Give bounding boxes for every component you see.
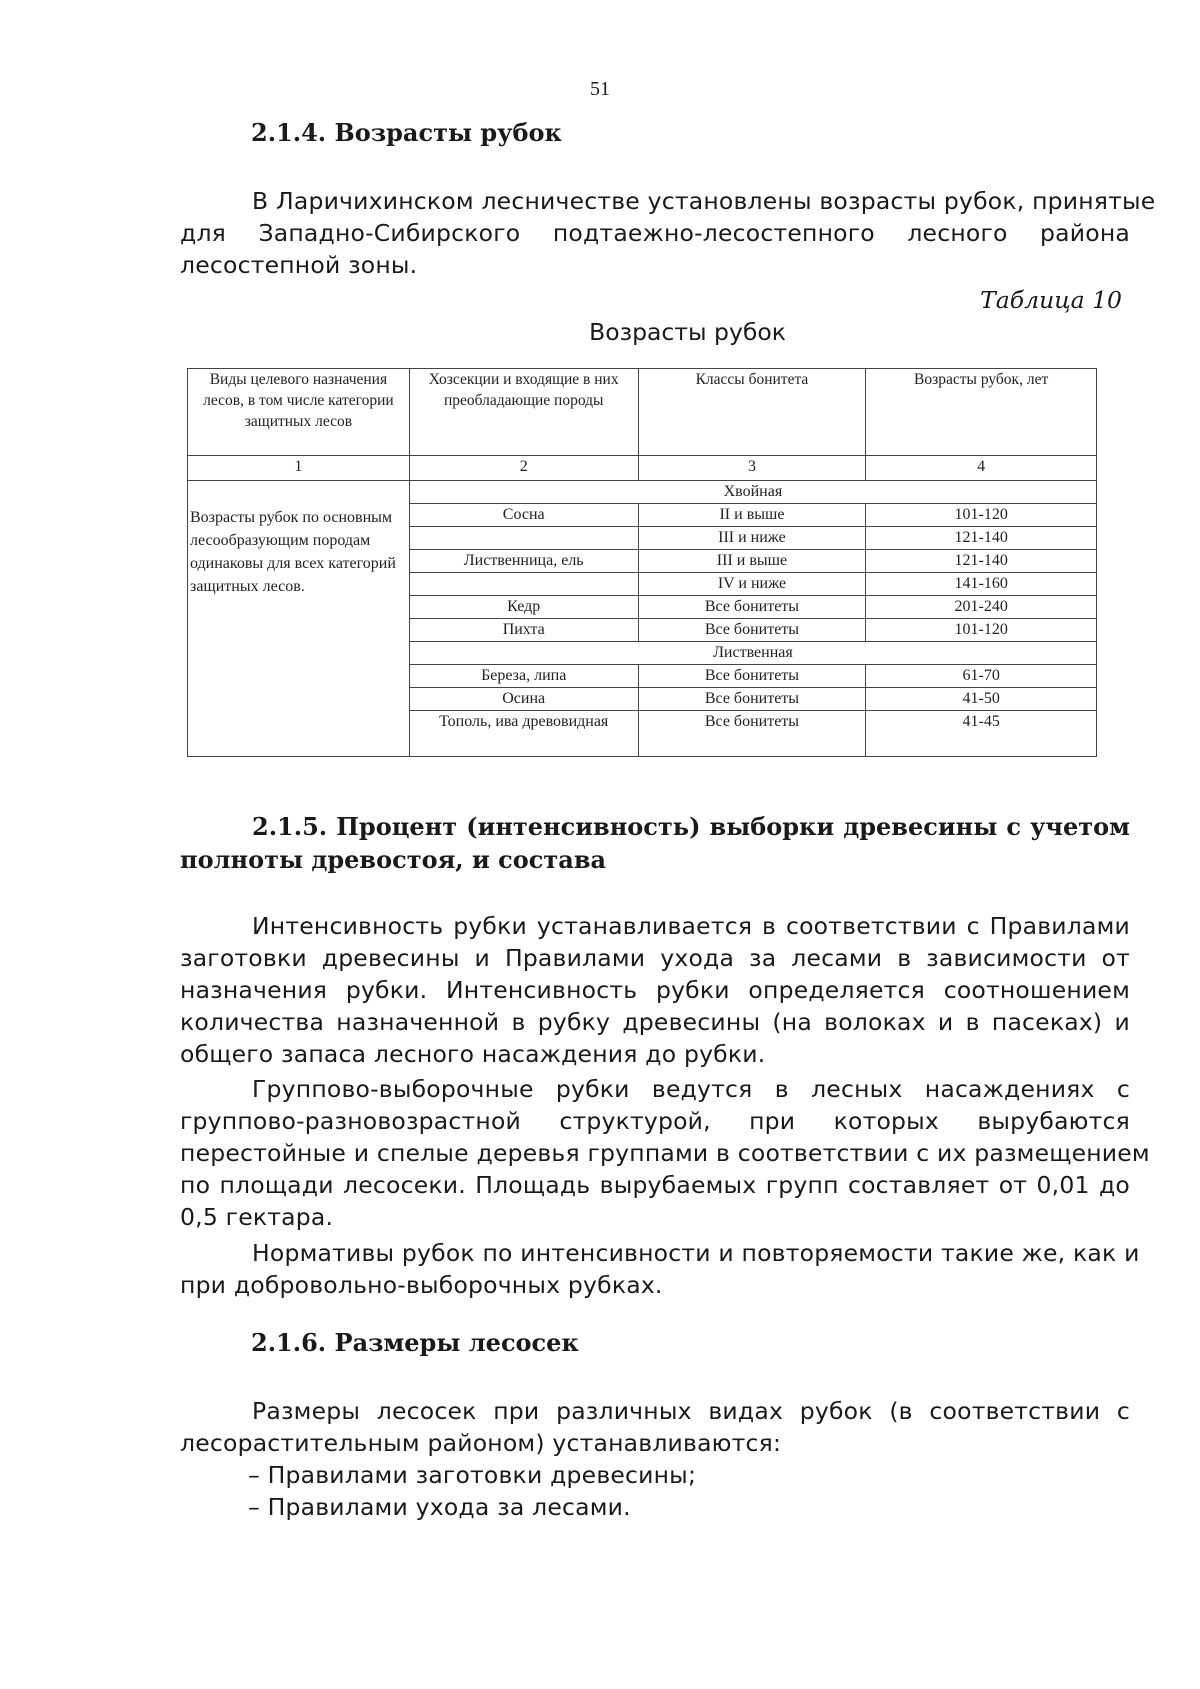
group-label-deciduous: Лиственная (409, 642, 1096, 665)
paragraph-line: Размеры лесосек при различных видах рубок (в соответствии с (252, 1397, 1130, 1425)
paragraph-line: Нормативы рубок по интенсивности и повторяемости такие же, как и (252, 1239, 1140, 1267)
paragraph-line: общего запаса лесного насаждения до рубки. (180, 1040, 766, 1068)
column-number: 3 (638, 456, 866, 481)
species-cell: Осина (409, 688, 638, 711)
column-number: 4 (866, 456, 1097, 481)
column-number: 1 (188, 456, 410, 481)
header-cell: Виды целевого назначения лесов, в том числе категории защитных лесов (188, 369, 410, 456)
species-cell: Сосна (409, 504, 638, 527)
list-item: – Правилами ухода за лесами. (248, 1493, 631, 1521)
category-cell: Возрасты рубок по основным лесообразующим породам одинаковы для всех категорий защитных лесов. (188, 504, 410, 757)
group-label-conifer: Хвойная (409, 481, 1096, 504)
class-cell: Все бонитеты (638, 688, 866, 711)
section-2-1-6-paragraph (180, 1395, 1130, 1523)
section-2-1-4-heading: 2.1.4. Возрасты рубок (251, 118, 562, 147)
species-cell: Пихта (409, 619, 638, 642)
age-cell: 41-45 (866, 711, 1097, 757)
paragraph-line: Группово-выборочные рубки ведутся в лесных насаждениях с (252, 1075, 1130, 1103)
table-label: Таблица 10 (980, 286, 1122, 314)
paragraph-line: В Ларичихинском лесничестве установлены возрасты рубок, принятые (252, 187, 1156, 215)
age-cell: 41-50 (866, 688, 1097, 711)
paragraph-line: при добровольно-выборочных рубках. (180, 1271, 663, 1299)
class-cell: Все бонитеты (638, 596, 866, 619)
age-cell: 121-140 (866, 550, 1097, 573)
paragraph-line: 0,5 гектара. (180, 1203, 334, 1231)
cutting-age-table (187, 368, 1097, 757)
section-2-1-6-heading: 2.1.6. Размеры лесосек (251, 1328, 579, 1357)
list-item: – Правилами заготовки древесины; (248, 1461, 697, 1489)
species-cell: Лиственница, ель (409, 550, 638, 573)
column-number: 2 (409, 456, 638, 481)
column-number-row (188, 456, 1097, 481)
species-cell: Тополь, ива древовидная (409, 711, 638, 757)
paragraph-line: Интенсивность рубки устанавливается в соответствии с Правилами (252, 912, 1130, 940)
section-2-1-5-heading-line2: полноты древостоя, и состава (180, 845, 607, 874)
section-2-1-5-heading-line1: 2.1.5. Процент (интенсивность) выборки древесины с учетом (252, 812, 1130, 841)
page-number: 51 (590, 78, 610, 100)
table-header-row (188, 369, 1097, 456)
class-cell: Все бонитеты (638, 711, 866, 757)
age-cell: 121-140 (866, 527, 1097, 550)
header-cell: Классы бонитета (638, 369, 866, 456)
species-cell (409, 573, 638, 596)
paragraph-line: группово-разновозрастной структурой, при которых вырубаются (180, 1107, 1130, 1135)
group-row-conifer (188, 481, 1097, 504)
class-cell: Все бонитеты (638, 665, 866, 688)
table-row (188, 504, 1097, 527)
empty-cell (188, 481, 410, 504)
class-cell: II и выше (638, 504, 866, 527)
paragraph-line: лесостепной зоны. (180, 251, 418, 279)
header-cell: Хозсекции и входящие в них преобладающие породы (409, 369, 638, 456)
age-cell: 141-160 (866, 573, 1097, 596)
table-title: Возрасты рубок (589, 318, 786, 346)
species-cell: Береза, липа (409, 665, 638, 688)
section-2-1-4-paragraph (180, 185, 1156, 281)
section-2-1-5-paragraph-2 (180, 1073, 1150, 1233)
species-cell (409, 527, 638, 550)
paragraph-line: назначения рубки. Интенсивность рубки определяется соотношением (180, 976, 1130, 1004)
class-cell: Все бонитеты (638, 619, 866, 642)
paragraph-line: заготовки древесины и Правилами ухода за лесами в зависимости от (180, 944, 1130, 972)
age-cell: 101-120 (866, 619, 1097, 642)
section-2-1-5-paragraph-3 (180, 1237, 1140, 1301)
class-cell: III и ниже (638, 527, 866, 550)
age-cell: 101-120 (866, 504, 1097, 527)
species-cell: Кедр (409, 596, 638, 619)
paragraph-line: лесорастительным районом) устанавливаются: (180, 1429, 782, 1457)
paragraph-line: по площади лесосеки. Площадь вырубаемых групп составляет от 0,01 до (180, 1171, 1130, 1199)
age-cell: 201-240 (866, 596, 1097, 619)
class-cell: III и выше (638, 550, 866, 573)
age-cell: 61-70 (866, 665, 1097, 688)
paragraph-line: количества назначенной в рубку древесины (на волоках и в пасеках) и (180, 1008, 1130, 1036)
paragraph-line: перестойные и спелые деревья группами в соответствии с их размещением (180, 1139, 1150, 1167)
class-cell: IV и ниже (638, 573, 866, 596)
header-cell: Возрасты рубок, лет (866, 369, 1097, 456)
paragraph-line: для Западно-Сибирского подтаежно-лесостепного лесного района (180, 219, 1130, 247)
section-2-1-5-paragraph-1 (180, 910, 1130, 1070)
